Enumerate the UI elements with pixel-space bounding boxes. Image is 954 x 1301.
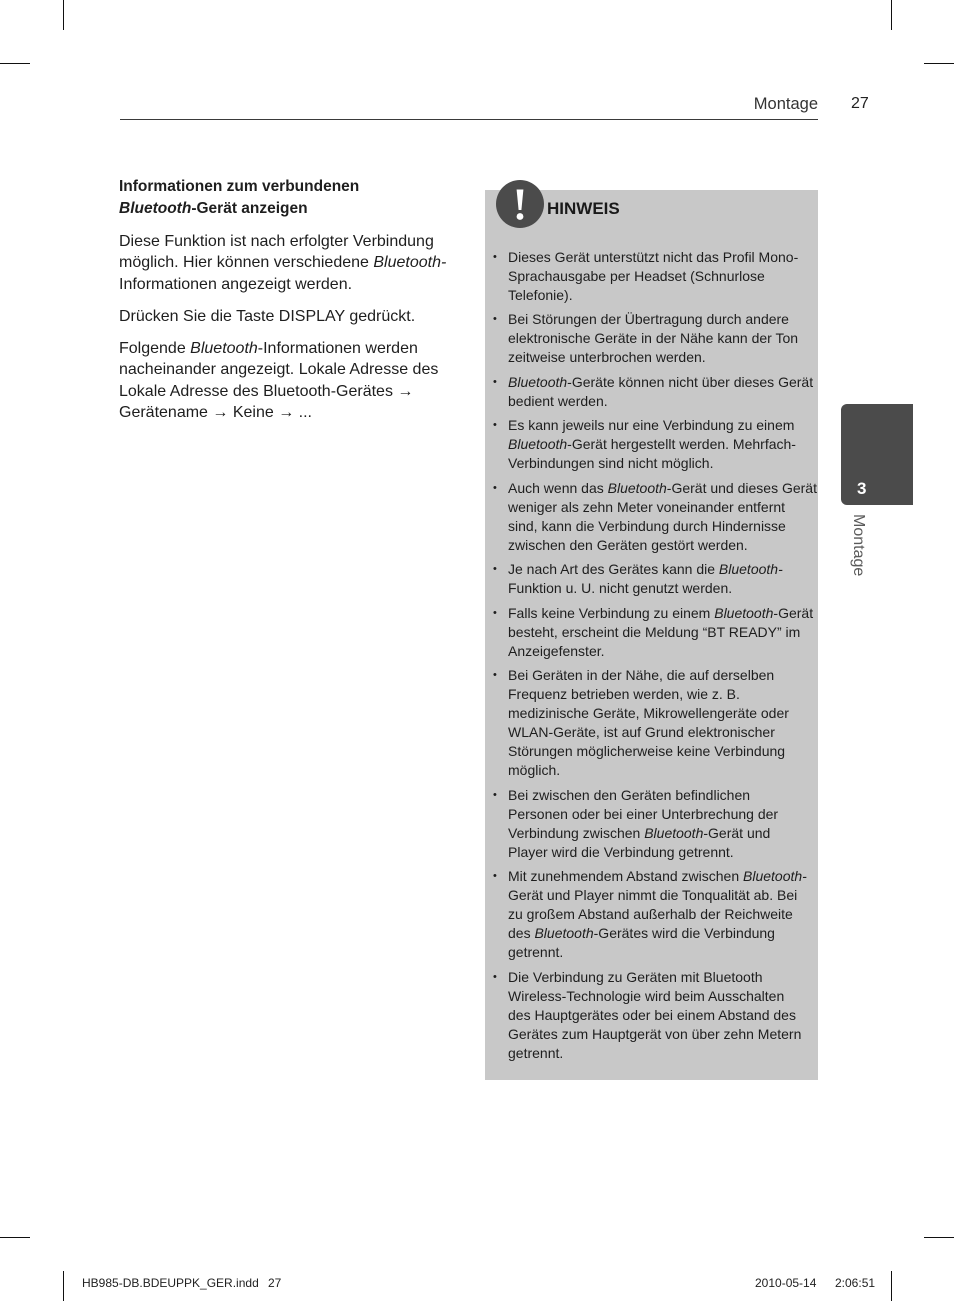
- text-line: [508, 286, 816, 305]
- text-run: -Gerät und dieses Gerät: [666, 479, 817, 496]
- text-line: [508, 373, 816, 392]
- exclamation-icon: [496, 180, 544, 228]
- text-line: [508, 786, 816, 805]
- text-line: [508, 604, 816, 623]
- text-line: [508, 1006, 816, 1025]
- italic-term: Bluetooth: [190, 339, 258, 357]
- text-line: [508, 805, 816, 824]
- text-run: Bei Störungen der Übertragung durch andere: [508, 311, 789, 327]
- header-rule: [120, 119, 818, 120]
- text-line: [119, 381, 464, 403]
- text-run: -Gerät und: [703, 824, 771, 841]
- text-line: [119, 231, 464, 253]
- text-line: [508, 642, 816, 661]
- text-run: Störungen möglicherweise keine Verbindung: [508, 743, 786, 759]
- text-run: möglich. Hier können verschiedene: [119, 254, 374, 271]
- text-run: Frequenz betrieben werden, wie z. B.: [508, 686, 740, 702]
- text-run: Gerät und Player nimmt die Tonqualität ab. Bei: [508, 887, 798, 903]
- text-line: [119, 338, 464, 360]
- text-run: Personen oder bei einer Unterbrechung der: [508, 805, 779, 822]
- text-run: Mit zunehmendem Abstand zwischen: [508, 868, 744, 884]
- note-item: [508, 786, 816, 862]
- crop-mark: [891, 1271, 892, 1301]
- text-line: [508, 968, 816, 987]
- text-line: [119, 306, 464, 328]
- text-line: [119, 402, 464, 424]
- text-run: Dieses Gerät unterstützt nicht das Profil Mono-: [508, 248, 799, 265]
- text-line: [508, 248, 816, 267]
- chapter-tab: [841, 404, 913, 505]
- text-run: Anzeigefenster.: [508, 642, 605, 659]
- text-run: -Gerät anzeigen: [191, 200, 308, 217]
- note-item: [508, 867, 816, 962]
- note-item: [508, 310, 816, 367]
- text-line: [508, 704, 816, 723]
- text-line: [508, 761, 816, 780]
- text-line: [508, 579, 816, 598]
- crop-mark: [63, 0, 64, 30]
- text-run: Gerätes zum Hauptgerät von über zehn Metern: [508, 1025, 802, 1042]
- text-run: Lokale Adresse des Bluetooth-Gerätes →: [119, 382, 414, 400]
- text-run: Bei Geräten in der Nähe, die auf derselben: [508, 667, 775, 683]
- text-run: nacheinander angezeigt. Lokale Adresse des: [119, 361, 439, 378]
- text-run: elektronische Geräte in der Nähe kann der Ton: [508, 330, 799, 346]
- header-section-title: Montage: [753, 95, 818, 113]
- text-run: zwischen den Geräten gestört werden.: [508, 536, 748, 553]
- text-line: [508, 416, 816, 435]
- note-item: [508, 248, 816, 305]
- text-run: Die Verbindung zu Geräten mit Bluetooth: [508, 968, 763, 985]
- italic-term: Bluetooth: [644, 824, 704, 841]
- chapter-number: 3: [857, 479, 867, 498]
- crop-mark: [924, 63, 954, 64]
- text-run: Bei zwischen den Geräten befindlichen: [508, 786, 751, 803]
- text-line: [508, 517, 816, 536]
- text-run: -Geräte können nicht über dieses Gerät: [567, 373, 814, 390]
- chapter-label: Montage: [850, 514, 867, 577]
- text-run: -Gerät hergestellt werden. Mehrfach-: [567, 436, 796, 452]
- text-line: [508, 560, 816, 579]
- text-run: Gerätename → Keine → ...: [119, 404, 312, 421]
- text-run: besteht, erscheint die Meldung “BT READY” im: [508, 623, 801, 640]
- italic-term: Bluetooth: [508, 373, 568, 390]
- text-run: Funktion u. U. nicht genutzt werden.: [508, 580, 733, 596]
- crop-mark: [63, 1271, 64, 1301]
- text-run: Drücken Sie die Taste DISPLAY gedrückt.: [119, 307, 416, 325]
- text-run: -Gerätes wird die Verbindung: [593, 925, 775, 941]
- crop-mark: [0, 63, 30, 64]
- text-line: [119, 198, 464, 220]
- text-line: [508, 886, 816, 905]
- paragraph-availability: [119, 231, 464, 296]
- text-line: [119, 176, 464, 198]
- text-run: zu großem Abstand außerhalb der Reichweite: [508, 906, 793, 922]
- italic-term: Bluetooth: [508, 436, 568, 452]
- text-run: Player wird die Verbindung getrennt.: [508, 843, 734, 860]
- note-item: [508, 416, 816, 473]
- text-run: zeitweise unterbrochen werden.: [508, 349, 706, 365]
- slug-date: 2010-05-14: [755, 1276, 817, 1290]
- section-heading: [119, 176, 464, 220]
- text-run: Diese Funktion ist nach erfolgter Verbindung: [119, 232, 434, 250]
- text-line: [508, 435, 816, 454]
- text-line: [508, 905, 816, 924]
- text-run: getrennt.: [508, 944, 564, 960]
- text-run: Je nach Art des Gerätes kann die: [508, 561, 719, 577]
- text-run: möglich.: [508, 762, 561, 778]
- text-line: [508, 723, 816, 742]
- italic-term: Bluetooth: [714, 604, 774, 621]
- text-run: Falls keine Verbindung zu einem: [508, 604, 715, 621]
- text-run: medizinische Geräte, Mikrowellengeräte oder: [508, 705, 789, 721]
- text-run: Informationen angezeigt werden.: [119, 275, 353, 293]
- text-run: Wireless-Technologie wird beim Ausschalten: [508, 987, 785, 1004]
- crop-mark: [0, 1237, 30, 1238]
- text-line: [508, 498, 816, 517]
- text-run: getrennt.: [508, 1044, 564, 1061]
- text-line: [508, 843, 816, 862]
- text-line: [508, 943, 816, 962]
- text-run: Es kann jeweils nur eine Verbindung zu einem: [508, 417, 795, 433]
- text-run: des: [508, 925, 535, 941]
- paragraph-sequence: [119, 338, 464, 424]
- text-line: [508, 623, 816, 642]
- text-line: [508, 867, 816, 886]
- note-item: [508, 604, 816, 661]
- slug-filename: HB985-DB.BDEUPPK_GER.indd: [82, 1276, 259, 1290]
- text-run: Folgende: [119, 339, 191, 357]
- page-number: 27: [851, 95, 869, 112]
- text-line: [119, 274, 464, 296]
- text-line: [508, 392, 816, 411]
- crop-mark: [924, 1237, 954, 1238]
- text-line: [508, 310, 816, 329]
- text-run: bedient werden.: [508, 392, 608, 409]
- italic-term: Bluetooth: [119, 200, 192, 217]
- note-list: [508, 248, 816, 1069]
- text-line: [508, 824, 816, 843]
- text-line: [508, 267, 816, 286]
- text-line: [508, 479, 816, 498]
- paragraph-instruction: [119, 306, 464, 328]
- text-line: [508, 685, 816, 704]
- italic-term: Bluetooth-: [373, 254, 447, 271]
- text-run: Verbindungen sind nicht möglich.: [508, 455, 714, 471]
- text-line: [508, 1044, 816, 1063]
- main-column: [119, 176, 464, 424]
- note-title: HINWEIS: [547, 199, 620, 218]
- text-line: [508, 742, 816, 761]
- text-run: Verbindung zwischen: [508, 824, 645, 841]
- note-item: [508, 968, 816, 1063]
- text-run: sind, kann die Verbindung durch Hindernisse: [508, 517, 786, 534]
- text-run: Sprachausgabe per Headset (Schnurlose: [508, 267, 765, 284]
- text-line: [508, 987, 816, 1006]
- italic-term: Bluetooth: [607, 479, 667, 496]
- text-run: WLAN-Geräte, ist auf Grund elektronischer: [508, 724, 775, 740]
- text-line: [119, 252, 464, 274]
- crop-mark: [891, 0, 892, 30]
- note-item: [508, 666, 816, 780]
- text-line: [508, 329, 816, 348]
- italic-term: Bluetooth-: [743, 868, 807, 884]
- italic-term: Bluetooth: [534, 925, 594, 941]
- note-item: [508, 479, 816, 555]
- note-item: [508, 560, 816, 598]
- text-run: weniger als zehn Meter voneinander entfernt: [508, 498, 786, 515]
- text-line: [508, 536, 816, 555]
- text-line: [508, 348, 816, 367]
- text-run: -Gerät: [773, 604, 814, 621]
- text-line: [508, 1025, 816, 1044]
- italic-term: Bluetooth-: [718, 561, 783, 577]
- text-run: Informationen zum verbundenen: [119, 178, 360, 195]
- slug-page: 27: [268, 1276, 282, 1290]
- text-line: [508, 666, 816, 685]
- text-line: [508, 924, 816, 943]
- text-line: [119, 359, 464, 381]
- slug-time: 2:06:51: [835, 1276, 876, 1290]
- text-run: Auch wenn das: [508, 479, 608, 496]
- text-run: des Hauptgerätes oder bei einem Abstand des: [508, 1006, 796, 1023]
- text-line: [508, 454, 816, 473]
- text-run: Telefonie).: [508, 286, 573, 303]
- text-run: -Informationen werden: [257, 339, 418, 357]
- note-item: [508, 373, 816, 411]
- note-box: [485, 190, 818, 1080]
